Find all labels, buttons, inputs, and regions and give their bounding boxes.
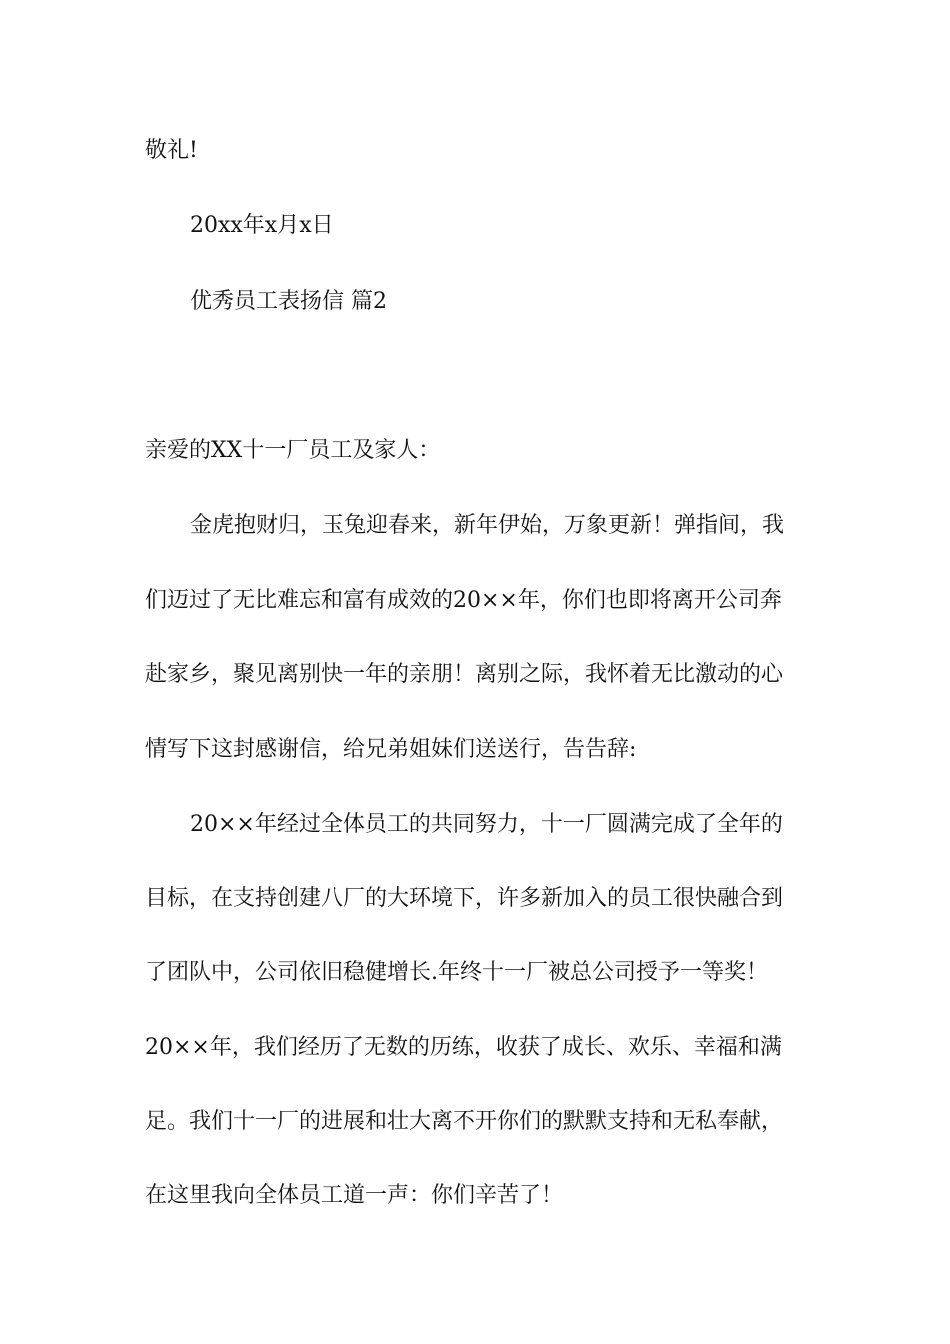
paragraph-line: 足。我们十一厂的进展和壮大离不开你们的默默支持和无私奉献， <box>145 1109 784 1134</box>
paragraph-line: 赴家乡，聚见离别快一年的亲朋！离别之际，我怀着无比激动的心 <box>145 662 784 687</box>
paragraph-line: 20××年，我们经历了无数的历练，收获了成长、欢乐、幸福和满 <box>145 1035 782 1060</box>
paragraph-line: 目标，在支持创建八厂的大环境下，许多新加入的员工很快融合到 <box>145 886 784 911</box>
paragraph-line: 们迈过了无比难忘和富有成效的20××年，你们也即将离开公司奔 <box>145 588 782 613</box>
letter-date: 20xx年x月x日 <box>190 213 334 238</box>
paragraph-line: 20××年经过全体员工的共同努力，十一厂圆满完成了全年的 <box>190 812 783 837</box>
salutation: 亲爱的XX十一厂员工及家人： <box>145 438 441 463</box>
letter-closing: 敬礼! <box>145 138 198 163</box>
paragraph-line: 在这里我向全体员工道一声：你们辛苦了！ <box>145 1183 564 1208</box>
paragraph-line: 了团队中，公司依旧稳健增长.年终十一厂被总公司授予一等奖！ <box>145 960 768 985</box>
paragraph-line: 金虎抱财归，玉兔迎春来，新年伊始，万象更新！弹指间，我 <box>190 513 785 538</box>
paragraph-line: 情写下这封感谢信，给兄弟姐妹们送送行，告告辞: <box>145 737 637 762</box>
section-heading: 优秀员工表扬信 篇2 <box>190 289 387 314</box>
